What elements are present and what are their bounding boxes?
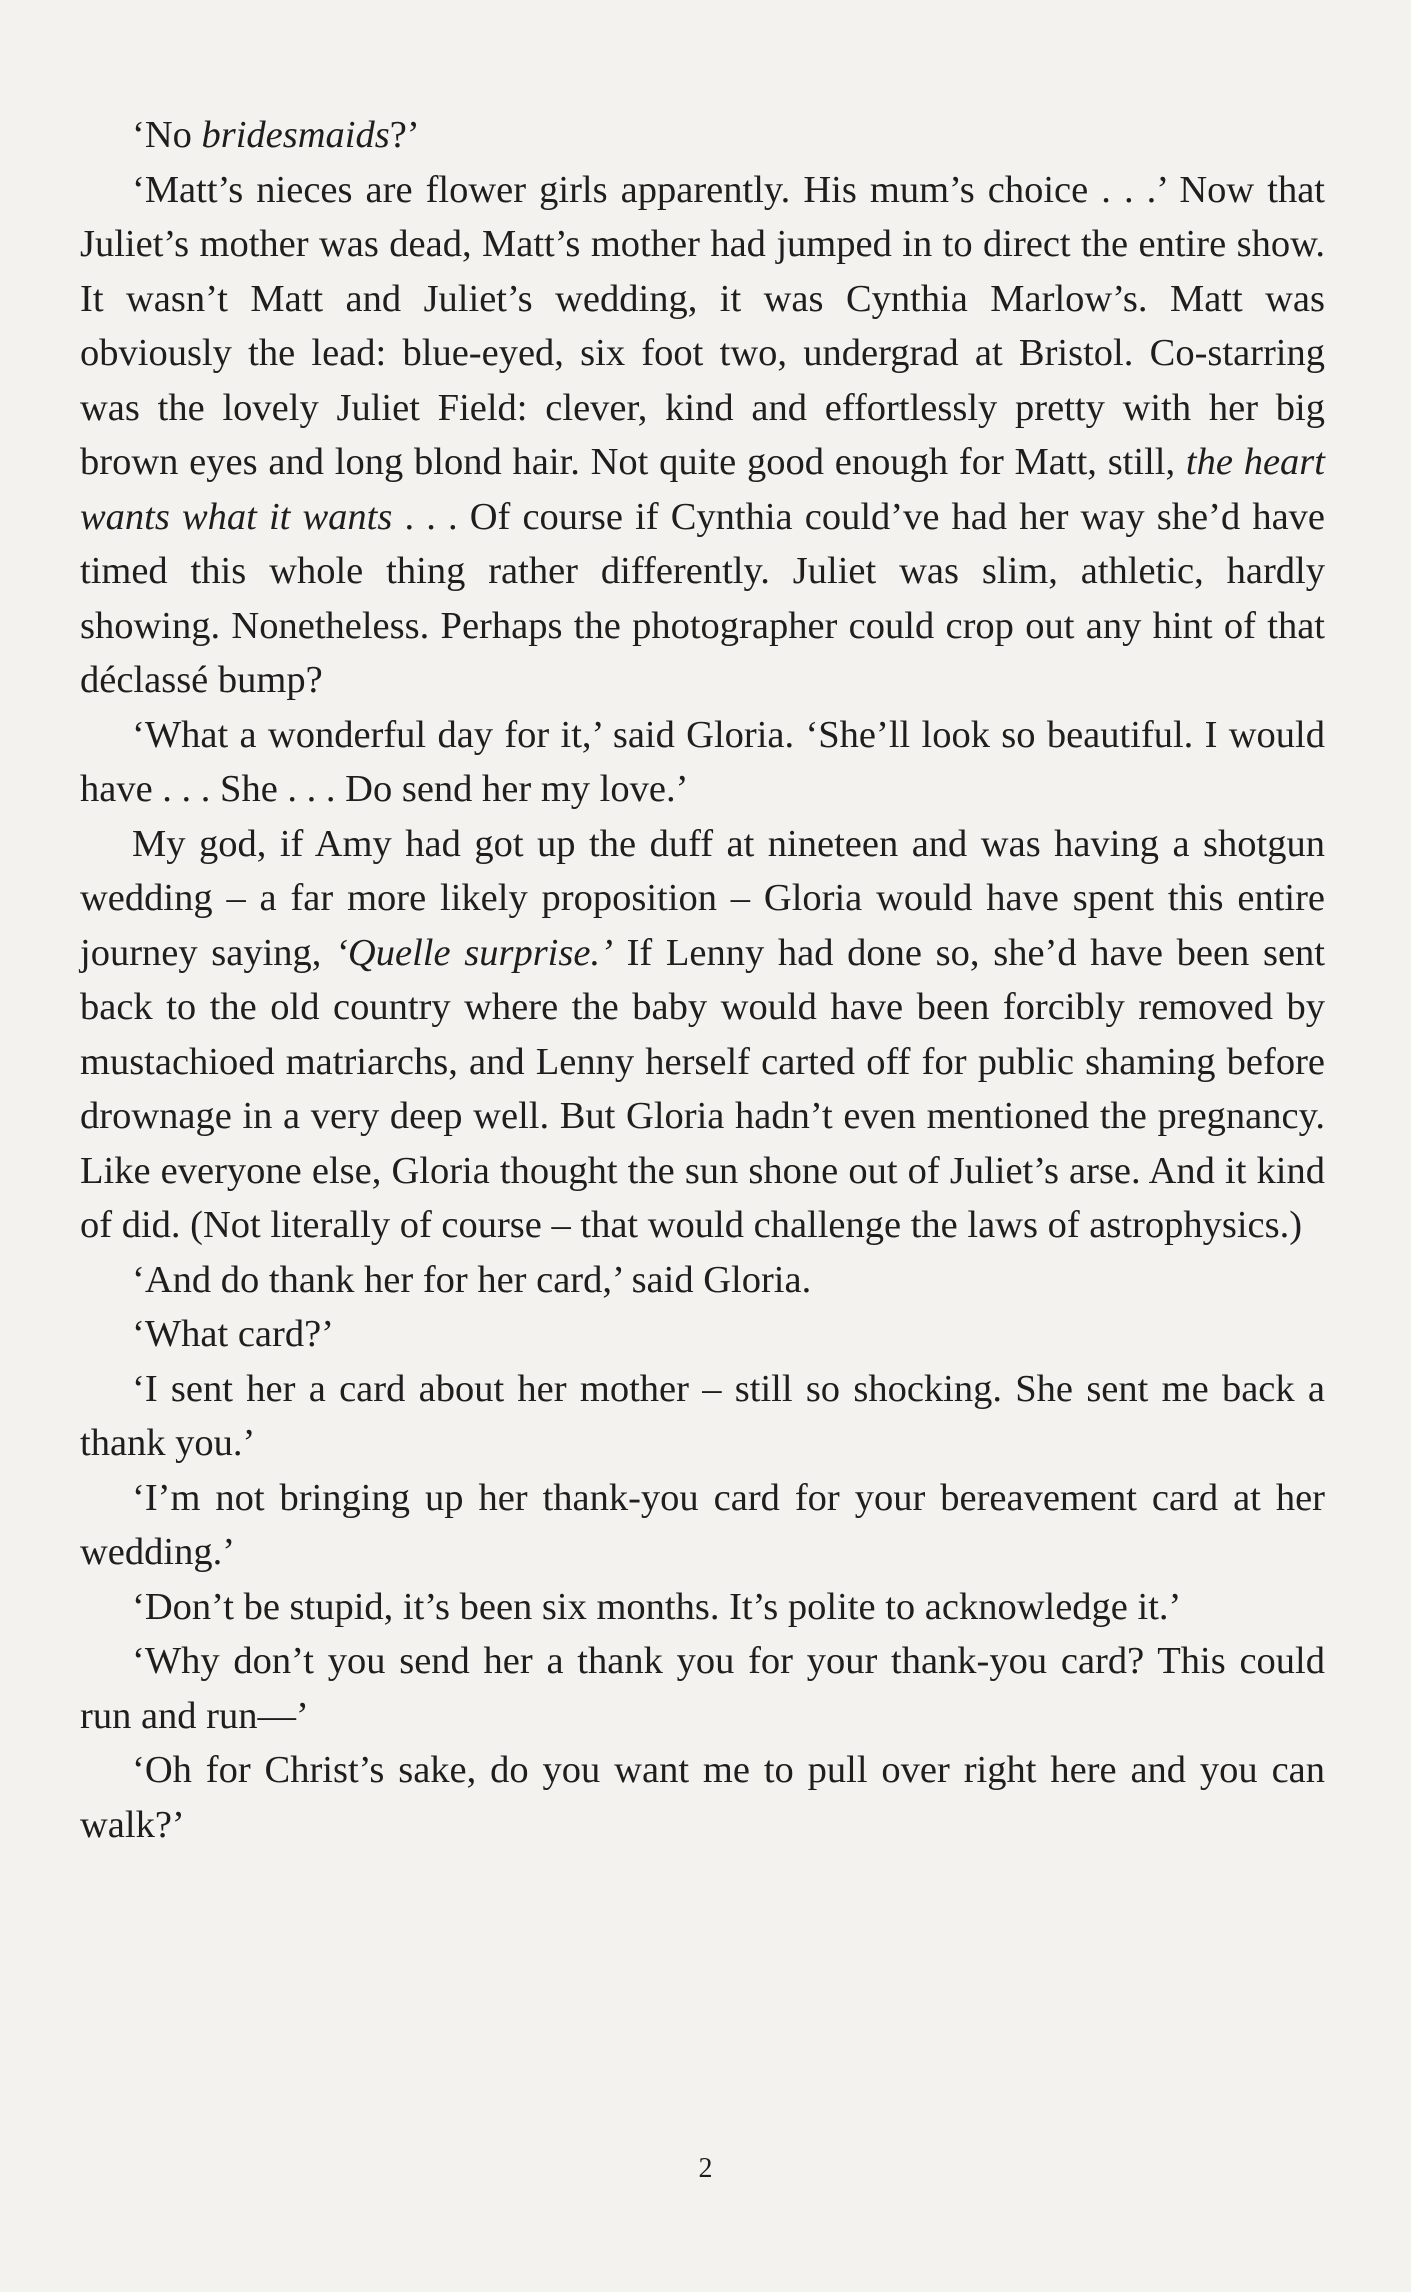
paragraph xyxy=(80,1580,1325,1635)
page-body xyxy=(80,108,1325,1852)
paragraph xyxy=(80,817,1325,1253)
text-run: ‘What card?’ xyxy=(132,1313,334,1355)
text-run: ‘What a wonderful day for it,’ said Gloria. ‘She’ll look so beautiful. I would have . . . She . . . Do send her my love.’ xyxy=(80,713,1325,810)
paragraph xyxy=(80,708,1325,817)
text-run: ‘Matt’s nieces are flower girls apparently. His mum’s choice . . .’ Now that Juliet’s mother was dead, Matt’s mother had jumped in to direct the entire show. It wasn’t Matt and Juliet’s wedding, it was Cynthia Marlow’s. Matt was obviously the lead: blue-eyed, six foot two, undergrad at Bristol. Co-starring was the lovely Juliet Field: clever, kind and effortlessly pretty with her big brown eyes and long blond hair. Not quite good enough for Matt, still, xyxy=(80,168,1325,483)
text-run: If Lenny had done so, she’d have been sent back to the old country where the baby would have been forcibly removed by mustachioed matriarchs, and Lenny herself carted off for public shaming before drownage in a very deep well. But Gloria hadn’t even mentioned the pregnancy. Like everyone else, Gloria thought the sun shone out of Juliet’s arse. And it kind of did. (Not literally of course – that would challenge the laws of astrophysics.) xyxy=(80,931,1326,1246)
text-run: ?’ xyxy=(389,114,420,156)
text-run: ‘No xyxy=(132,114,202,156)
text-run-italic: ‘Quelle surprise.’ xyxy=(335,931,613,974)
paragraph xyxy=(80,108,1325,163)
paragraph xyxy=(80,1471,1325,1580)
text-run: ‘I sent her a card about her mother – still so shocking. She sent me back a thank you.’ xyxy=(80,1367,1325,1464)
text-run: ‘Don’t be stupid, it’s been six months. It’s polite to acknowledge it.’ xyxy=(132,1585,1182,1628)
paragraph xyxy=(80,1253,1325,1308)
paragraph xyxy=(80,1634,1325,1743)
text-run: ‘Why don’t you send her a thank you for your thank-you card? This could run and run—’ xyxy=(80,1640,1325,1737)
paragraph xyxy=(80,163,1325,708)
text-run: . . . Of course if Cynthia could’ve had her way she’d have timed this whole thing rather differently. Juliet was slim, athletic, hardly showing. Nonetheless. Perhaps the photographer could crop out any hint of that déclassé bump? xyxy=(80,495,1325,701)
paragraph xyxy=(80,1743,1325,1852)
text-run: My god, if Amy had got up the duff at nineteen and was having a shotgun wedding – a far more likely proposition – Gloria would have spent this entire journey saying, xyxy=(80,822,1325,974)
paragraph xyxy=(80,1307,1325,1362)
text-run-italic: the heart wants what it wants xyxy=(80,441,1325,538)
text-run: ‘I’m not bringing up her thank-you card for your bereavement card at her wedding.’ xyxy=(80,1476,1325,1573)
text-run-italic: bridesmaids xyxy=(201,114,390,156)
page-number: 2 xyxy=(698,2153,713,2184)
paragraph xyxy=(80,1362,1325,1471)
text-run: ‘Oh for Christ’s sake, do you want me to pull over right here and you can walk?’ xyxy=(80,1749,1325,1846)
text-run: ‘And do thank her for her card,’ said Gloria. xyxy=(132,1258,812,1301)
